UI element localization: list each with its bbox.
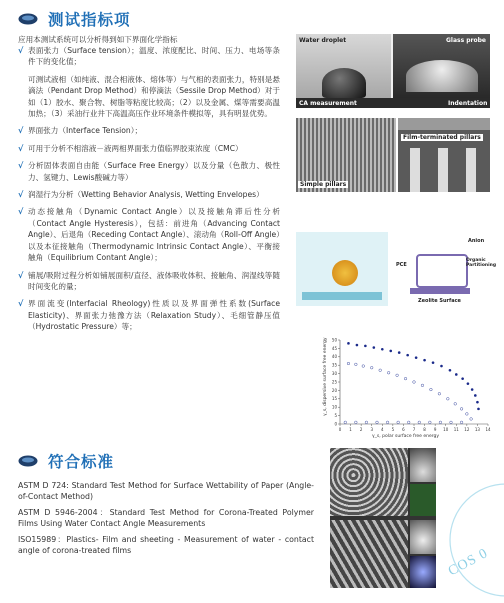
data-point: [387, 371, 390, 374]
x-tick-label: 4: [381, 427, 384, 432]
data-point: [355, 363, 358, 366]
data-point: [460, 421, 463, 424]
list-item: [18, 189, 280, 200]
data-point: [450, 421, 453, 424]
x-tick-label: 14: [485, 427, 491, 432]
x-tick-label: 5: [391, 427, 395, 432]
film-pillars-photo: [398, 118, 490, 192]
standard-item: ASTM D 5946-2004：Standard Test Method for Corona-Treated Polymer Films Using Water Contact Angle Measurements: [18, 507, 314, 529]
glass-probe-shape: [406, 60, 478, 92]
list-item: [18, 160, 280, 183]
sem-photo-5: [410, 520, 436, 554]
data-point: [447, 398, 450, 401]
x-tick-label: 6: [402, 427, 405, 432]
section-header-indicators: [18, 8, 131, 30]
data-point: [379, 369, 382, 372]
data-point: [413, 381, 416, 384]
check-icon: √: [18, 270, 24, 280]
list-item: [18, 125, 280, 136]
y-tick-label: 40: [331, 354, 337, 360]
particle-shape: [332, 260, 358, 286]
data-point: [344, 421, 347, 424]
data-point: [398, 351, 401, 354]
section-title-indicators: 测试指标项: [48, 11, 131, 29]
water-droplet-shape: [322, 68, 366, 98]
pillar: [438, 148, 448, 192]
list-item-text: 界面流变(Interfacial Rheology)性质以及界面弹性系数(Surface Elasticity)、界面张力弛豫方法（Relaxation Study）、毛细管静压值（Hydrostatic Pressure）等；: [28, 299, 280, 332]
data-point: [454, 403, 457, 406]
chart-x-label: γ_s, polar surface free energy: [372, 434, 440, 439]
y-tick-label: 15: [331, 396, 337, 402]
label-glass-probe: Glass probe: [446, 37, 487, 44]
data-point: [418, 421, 421, 424]
data-point: [397, 421, 400, 424]
zeolite-base: [410, 288, 470, 294]
data-point: [449, 369, 452, 372]
data-point: [381, 348, 384, 351]
data-point: [421, 384, 424, 387]
y-tick-label: 35: [331, 362, 337, 368]
data-point: [470, 418, 473, 421]
pillar: [410, 148, 420, 192]
check-icon: √: [18, 143, 24, 153]
data-point: [404, 377, 407, 380]
y-tick-label: 5: [334, 413, 337, 418]
label-indentation: Indentation: [448, 100, 488, 107]
data-point: [386, 421, 389, 424]
x-tick-label: 9: [433, 427, 437, 432]
y-tick-label: 30: [331, 371, 337, 376]
data-point: [460, 408, 463, 411]
data-point: [364, 345, 367, 348]
standard-item: ISO15989：Plastics- Film and sheeting - Measurement of water - contact angle of corona-treated films: [18, 534, 314, 556]
sem-photo-3: [410, 484, 436, 516]
figure-droplet-pillars: [296, 34, 490, 192]
zeolite-illustration: [396, 232, 497, 306]
chart-y-label: γ_s, dispersive surface free energy: [323, 337, 328, 416]
data-point: [440, 365, 443, 368]
sem-photo-4: [330, 520, 408, 588]
data-point: [356, 344, 359, 347]
list-item: [18, 206, 280, 263]
check-icon: √: [18, 46, 24, 55]
x-tick-label: 11: [453, 427, 459, 432]
data-point: [370, 366, 373, 369]
check-icon: √: [18, 126, 24, 136]
watermark-text: COS 0: [446, 545, 491, 580]
data-point: [439, 421, 442, 424]
sem-photo-1: [330, 448, 408, 516]
label-pce: PCE: [396, 262, 407, 268]
data-point: [429, 421, 432, 424]
data-point: [477, 408, 480, 411]
sem-photo-6: [410, 556, 436, 588]
y-tick-label: 45: [331, 345, 337, 351]
section-title-standards: 符合标准: [48, 453, 115, 471]
y-tick-label: 20: [331, 387, 337, 393]
data-point: [407, 421, 410, 424]
indicator-list: [18, 45, 280, 339]
wetting-illustration: [296, 232, 388, 306]
x-tick-label: 3: [370, 427, 373, 432]
data-point: [389, 350, 392, 353]
label-anion: Anion: [468, 238, 485, 244]
section-header-standards: [18, 450, 114, 472]
pillar: [466, 148, 476, 192]
label-simple-pillars: Simple pillars: [300, 181, 347, 188]
data-point: [415, 356, 418, 359]
figure-sem-images: [330, 448, 436, 588]
check-icon: √: [18, 161, 24, 171]
x-tick-label: 2: [359, 427, 363, 432]
surface-energy-chart: [322, 336, 494, 440]
label-organic-partitioning: Organic Partitioning: [466, 258, 497, 268]
standard-item: ASTM D 724: Standard Test Method for Surface Wettability of Paper (Angle-of-Contact Method): [18, 481, 314, 502]
lens-icon: [18, 455, 38, 467]
data-point: [347, 362, 350, 365]
droplet-panel: [296, 34, 490, 108]
data-point: [355, 421, 358, 424]
list-item-text: 润湿行为分析（Wetting Behavior Analysis, Wetting Envelopes）: [28, 190, 264, 200]
data-point: [406, 354, 409, 357]
data-point: [461, 377, 464, 380]
data-point: [467, 382, 470, 385]
data-point: [432, 361, 435, 364]
chart-points: [344, 342, 480, 424]
data-point: [423, 359, 426, 362]
x-tick-label: 7: [412, 427, 416, 432]
list-item: [18, 143, 280, 154]
list-item-text: 表面张力（Surface tension）；温度、浓度配比、时间、压力、电场等条件下的变化值；: [28, 46, 280, 67]
list-item: [18, 270, 280, 293]
list-item: [18, 298, 280, 332]
lens-icon: [18, 13, 38, 25]
data-point: [430, 388, 433, 391]
label-zeolite-surface: Zeolite Surface: [418, 298, 461, 304]
data-point: [455, 373, 458, 376]
data-point: [474, 394, 477, 397]
data-point: [373, 346, 376, 349]
label-water-droplet: Water droplet: [299, 37, 347, 44]
list-item: [18, 45, 280, 68]
y-tick-label: 25: [331, 379, 337, 385]
list-item-text: 界面张力（Interface Tension）；: [28, 126, 143, 136]
standards-list: [18, 480, 314, 560]
data-point: [476, 401, 479, 404]
data-point: [376, 421, 379, 424]
list-item-text: 可用于分析不相溶液－液两相界面张力值临界胶束浓度（CMC）: [28, 143, 243, 153]
list-item-detail: 可测试液相（如纯液、混合相液体、熔体等）与气相的表面张力，特别是悬滴法（Pendant Drop Method）和停滴法（Sessile Drop Method）对于如（1）胶水、聚合物、树脂等粘度比较高；（2）以及金属、煤等需要高温加热；（3）采油行业井下高温高压作业环境条件模拟等，具有明显优势。: [28, 74, 280, 119]
x-tick-label: 13: [474, 427, 480, 432]
label-ca-measurement: CA measurement: [299, 100, 357, 107]
check-icon: √: [18, 299, 24, 309]
x-tick-label: 1: [349, 427, 352, 432]
list-item-text: 铺展/吸附过程分析如铺展面积/直径、液体吸收体积、接触角、润湿线等随时间变化的量；: [28, 270, 280, 291]
x-tick-label: 8: [423, 427, 426, 432]
molecule-shape: [416, 254, 468, 288]
surface-shape: [302, 292, 382, 300]
y-tick-label: 50: [331, 337, 337, 343]
simple-pillars-photo: [296, 118, 396, 192]
data-point: [466, 413, 469, 416]
check-icon: √: [18, 190, 24, 200]
intro-text: 应用本测试系统可以分析得到如下界面化学指标: [18, 35, 178, 44]
data-point: [471, 388, 474, 391]
y-tick-label: 10: [331, 404, 337, 410]
sem-photo-2: [410, 448, 436, 482]
decorative-circle: [446, 470, 504, 603]
list-item-text: 动态接触角（Dynamic Contact Angle）以及接触角滞后性分析（Contact Angle Hysteresis），包括：前进角（Advancing Contact Angle）、后退角（Receding Contact Angle）、滚动角（Roll-Off Angle）以及本征接触角（Thermodynamic Intrinsic Contact Angle）、平衡接触角（Equilibrium Contant Angle）；: [28, 207, 280, 263]
y-tick-label: 0: [334, 421, 337, 427]
data-point: [438, 392, 441, 395]
check-icon: √: [18, 207, 24, 217]
x-tick-label: 12: [464, 427, 470, 432]
data-point: [362, 365, 365, 368]
figure-wetting-zeolite: [296, 232, 497, 306]
data-point: [347, 342, 350, 345]
x-tick-label: 0: [338, 427, 342, 432]
data-point: [365, 421, 368, 424]
data-point: [396, 374, 399, 377]
label-film-pillars: Film-terminated pillars: [403, 134, 481, 141]
x-tick-label: 10: [443, 427, 449, 432]
list-item-text: 分析固体表面自由能（Surface Free Energy）以及分量（色散力、极性力、氢键力、Lewis酸碱力等）: [28, 161, 280, 182]
